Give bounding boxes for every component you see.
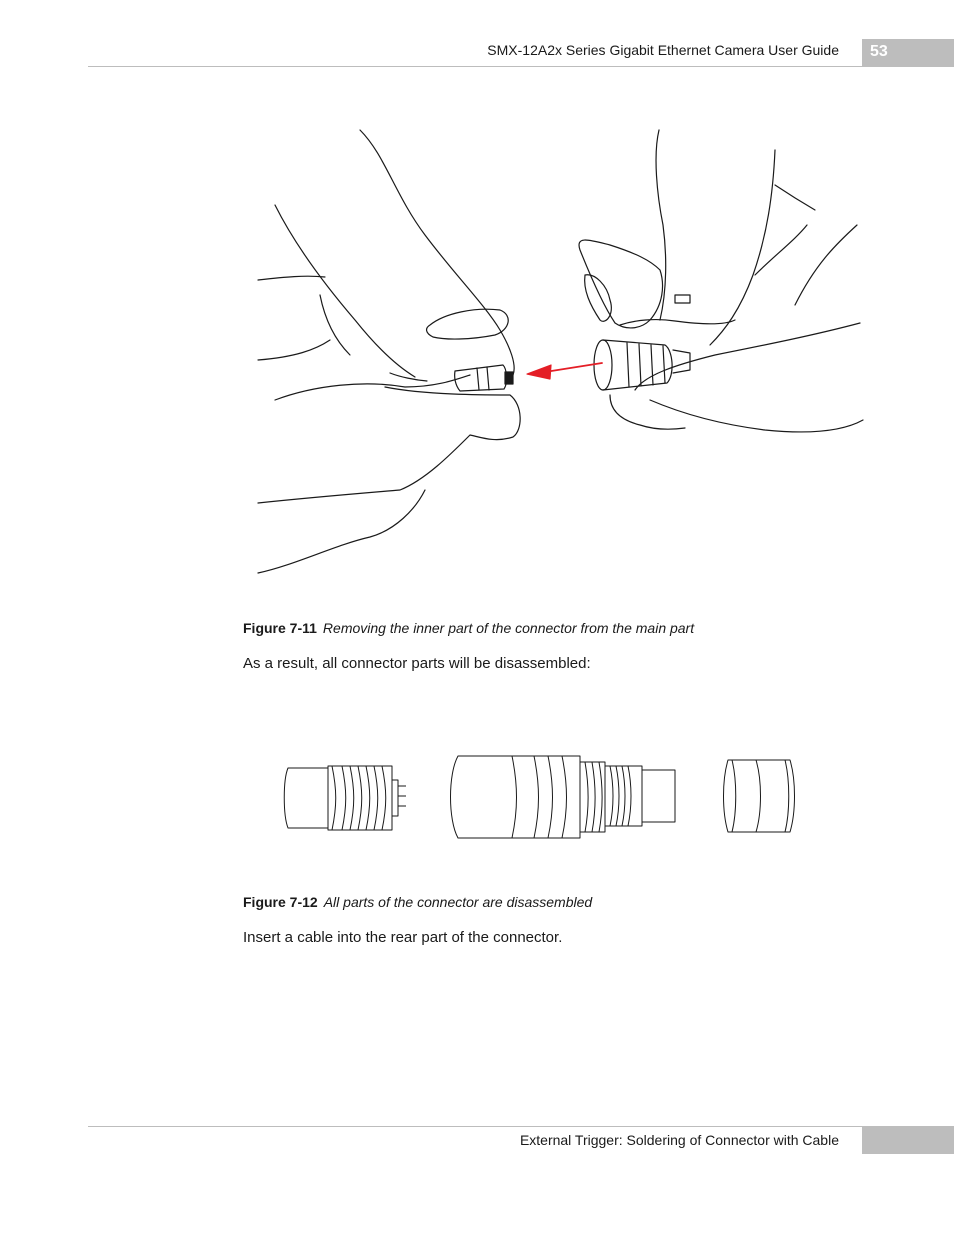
right-finger-line-2	[755, 225, 807, 275]
inner-connector-pin	[505, 372, 513, 384]
right-palm-bottom	[610, 395, 685, 429]
footer-text: External Trigger: Soldering of Connector with Cable	[519, 1132, 839, 1148]
left-finger-outline	[275, 205, 415, 377]
right-fingernail	[585, 275, 612, 322]
right-finger-curve	[795, 225, 857, 305]
figure-7-12-illustration	[280, 750, 800, 845]
main-part	[451, 756, 676, 838]
footer-tab	[862, 1127, 954, 1154]
main-connector-ring-2	[639, 344, 641, 386]
inner-connector-groove	[477, 368, 479, 390]
figure-7-12-caption	[243, 894, 592, 910]
main-connector-rear	[673, 350, 690, 373]
main-connector-ring-4	[663, 346, 665, 383]
left-knuckle	[258, 276, 325, 280]
right-palm-top	[620, 320, 735, 325]
figure-7-12-caption-text: All parts of the connector are disassembled	[323, 894, 593, 910]
outer-ring-part	[724, 760, 795, 832]
figure-7-11-caption-text: Removing the inner part of the connector from the main part	[322, 620, 695, 636]
left-middle-finger	[275, 375, 470, 400]
main-connector-mouth	[594, 340, 612, 390]
footer-rule	[88, 1126, 954, 1127]
direction-arrow-head	[527, 365, 551, 379]
left-thumb-top	[258, 340, 330, 360]
paragraph-insert-cable: Insert a cable into the rear part of the connector.	[243, 929, 563, 946]
main-connector-ring-3	[651, 345, 653, 385]
figure-7-11-illustration	[255, 125, 870, 580]
main-connector-body	[603, 340, 672, 390]
right-finger-line	[775, 185, 815, 210]
left-finger-crease-2	[390, 373, 427, 381]
right-finger-top-2	[710, 150, 775, 345]
left-finger-crease	[320, 295, 350, 355]
page-number-tab	[862, 39, 954, 67]
header-title: SMX-12A2x Series Gigabit Ethernet Camera User Guide	[487, 42, 839, 58]
inner-connector-groove-2	[487, 367, 489, 390]
figure-7-11-label: Figure 7-11	[243, 620, 317, 636]
figure-7-12-label: Figure 7-12	[243, 894, 318, 910]
right-palm-lower	[650, 400, 863, 432]
right-upper-fingertip	[579, 240, 662, 328]
left-lower-palm	[258, 387, 520, 503]
left-wrist	[258, 490, 425, 573]
figure-7-11-caption	[243, 620, 694, 636]
main-connector-ring-1	[627, 343, 629, 387]
header-rule	[88, 66, 954, 67]
paragraph-disassembled: As a result, all connector parts will be disassembled:	[243, 655, 591, 672]
inner-part	[284, 766, 406, 830]
page-number: 53	[870, 43, 888, 60]
right-finger-top	[656, 130, 666, 320]
right-finger-nail-2	[675, 295, 690, 303]
